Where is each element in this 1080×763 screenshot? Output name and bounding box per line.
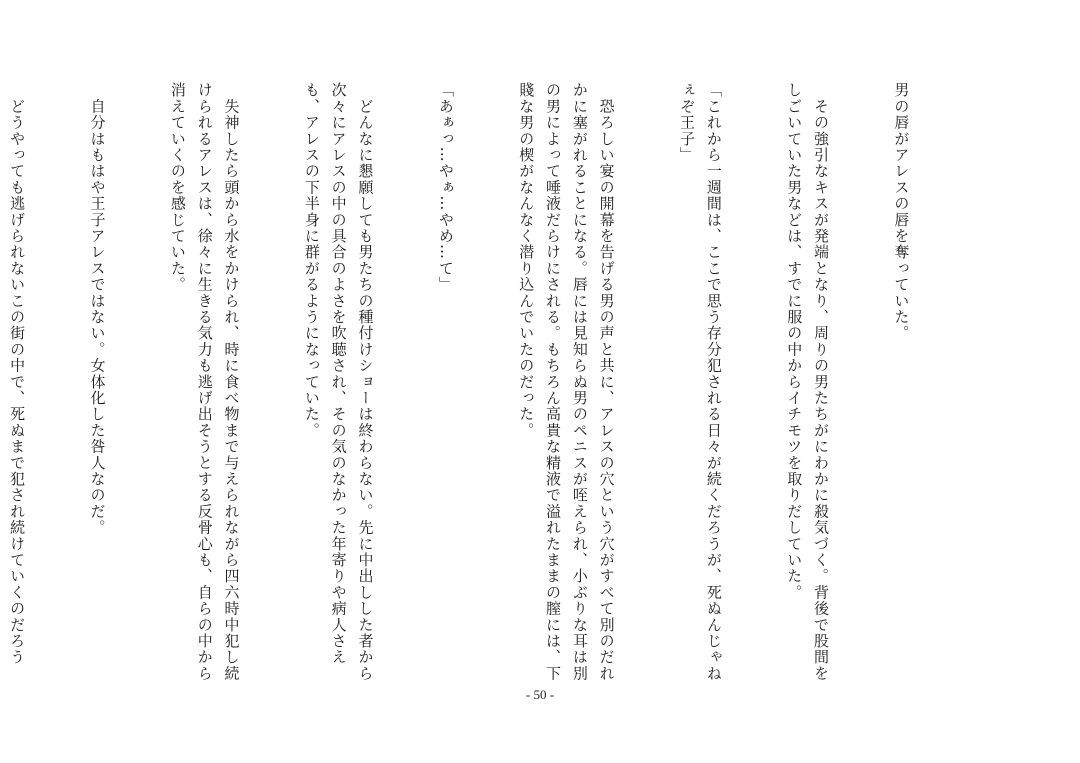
paragraph: どうやっても逃げられないこの街の中で、死ぬまで犯され続けていくのだろう [8,98,27,666]
page-number: - 50 - [525,687,555,702]
paragraph: 恐ろしい宴の開幕を告げる男の声と共に、アレスの穴という穴がすべて別のだれかに塞がれることになる。唇には見知らぬ男のペニスが咥えられ、小ぶりな耳は別の男によって唾液だらけにされる。もちろん高貴な精液で溢れたままの膣には、下賤な男の楔がなんなく潜り込んでいたのだった。 [517,82,616,682]
paragraph: その強引なキスが発端となり、周りの男たちがにわかに殺気づく。背後で股間をしごいていた男などは、すでに服の中からイチモツを取りだしていた。 [785,82,831,682]
paragraph: 「あぁっ…やぁ…やめ…て」 [436,82,455,293]
paragraph: 自分はもはや王子アレスではない。女体化した咎人なのだ。 [88,82,107,536]
paragraph: どんなに懇願しても男たちの種付けショーは終わらない。先に中出しした者から次々にアレスの中の具合のよさを吹聴され、その気のなかった年寄りや病人さえも、アレスの下半身に群がるようになっていた。 [302,82,375,682]
paragraph: 「これから一週間は、ここで思う存分犯される日々が続くだろうが、死ぬんじゃねぇぞ王子」 [678,82,723,682]
paragraph: 男の唇がアレスの唇を奪っていた。 [892,82,911,342]
vertical-text-body [0,82,968,682]
paragraph: 失神したら頭から水をかけられ、時に食べ物まで与えられながら四六時中犯し続けられるアレスは、徐々に生きる気力も逃げ出そうとする反骨心も、自らの中から消えていくのを感じていた。 [168,82,241,682]
